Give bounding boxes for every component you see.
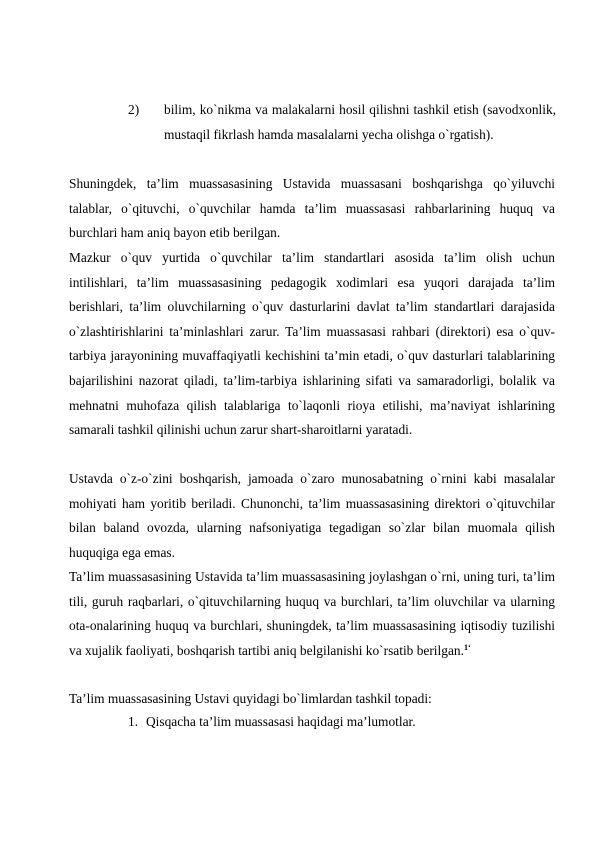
paragraph-text: Ustavda o`z-o`zini boshqarish, jamoada o`zaro munosabatning o`rnini kabi masalalar mohiyati ham yoritib beriladi. Chunonchi, ta’lim muassasasining direktori o`qituvchilar bilan baland ovozda, ularning nafsoniyatiga tegadigan so`zlar bilan muomala qilish huquqiga ega emas.: [69, 471, 555, 560]
paragraph-1: [69, 172, 555, 246]
list-item-text: Qisqacha ta’lim muassasasi haqidagi ma’lumotlar.: [146, 714, 416, 729]
paragraph-text: Mazkur o`quv yurtida o`quvchilar ta’lim standartlari asosida ta’lim olish uchun intilishlari, ta’lim muassasasining pedagogik xodimlari esa yuqori darajada ta’lim berishlari, ta’lim oluvchilarning o`quv dasturlarini davlat ta’lim standartlari darajasida o`zlashtirishlarini ta’minlashlari zarur. Ta’lim muassasasi rahbari (direktori) esa o`quv-tarbiya jarayonining muvaffaqiyatli kechishini ta’min etadi, o`quv dasturlari talablarining bajarilishini nazorat qiladi, ta’lim-tarbiya ishlarining sifati va samaradorligi, bolalik va mehnatni muhofaza qilish talablariga to`laqonli rioya etilishi, ma’naviyat ishlarining samarali tashkil qilinishi uchun zarur shart-sharoitlarni yaratadi.: [69, 250, 555, 438]
paragraph-4: [69, 565, 555, 663]
closing-line: [69, 687, 555, 712]
footnote-marker: 1‘: [463, 642, 471, 652]
paragraph-3: [69, 467, 555, 565]
list-item-text: bilim, ko`nikma va malakalarni hosil qilishni tashkil etish (savodxonlik, mustaqil fikrlash hamda masalalarni yecha olishga o`rgatish).: [164, 102, 556, 142]
paragraph-2: [69, 246, 555, 443]
paragraph-text: Ta’lim muassasasining Ustavida ta’lim muassasasining joylashgan o`rni, uning turi, ta’lim tili, guruh raqbarlari, o`qituvchilarning huquq va burchlari, ta’lim oluvchilar va ularning ota-onalarining huquq va burchlari, shuningdek, ta’lim muassasasining iqtisodiy tuzilishi va xujalik faoliyati, boshqarish tartibi aniq belgilanishi ko`rsatib berilgan.: [69, 569, 555, 658]
closing-text: Ta’lim muassasasining Ustavi quyidagi bo`limlardan tashkil topadi:: [69, 691, 432, 706]
paragraph-text: Shuningdek, ta’lim muassasasining Ustavida muassasani boshqarishga qo`yiluvchi talablar, o`qituvchi, o`quvchilar hamda ta’lim muassasasi rahbarlarining huquq va burchlari ham aniq bayon etib berilgan.: [69, 176, 555, 241]
list-number: 2): [128, 102, 140, 117]
list-number: 1.: [128, 714, 139, 729]
list-item-1: [128, 710, 416, 735]
list-item-2: [128, 98, 556, 147]
